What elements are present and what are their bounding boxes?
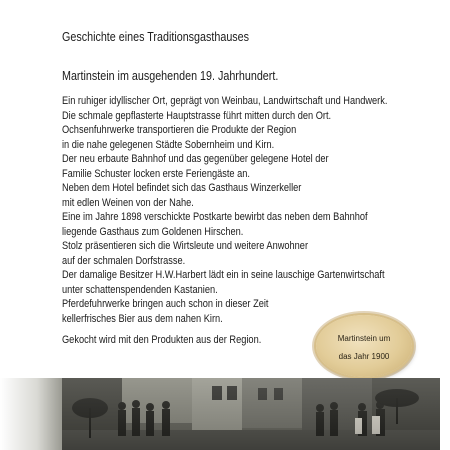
seal-line-1: Martinstein um	[337, 334, 391, 343]
body-line: Ein ruhiger idyllischer Ort, geprägt von Weinbau, Landwirtschaft und Handwerk.	[62, 95, 388, 107]
document-subtitle: Martinstein im ausgehenden 19. Jahrhundert.	[62, 69, 279, 83]
body-line: Die schmale gepflasterte Hauptstrasse führt mitten durch den Ort.	[62, 109, 332, 122]
body-line: Ochsenfuhrwerke transportieren die Produkte der Region	[62, 124, 297, 136]
body-line: Familie Schuster locken erste Feriengäste an.	[62, 167, 250, 180]
vintage-seal	[316, 315, 412, 377]
body-line: unter schattenspendenden Kastanien.	[62, 283, 218, 296]
body-line: liegende Gasthaus zum Goldenen Hirschen.	[62, 225, 244, 238]
body-line: kellerfrisches Bier aus dem nahen Kirn.	[62, 312, 223, 325]
seal-line-2: das Jahr 1900	[338, 352, 390, 361]
body-line: Neben dem Hotel befindet sich das Gasthaus Winzerkeller	[62, 182, 302, 194]
body-line: Pferdefuhrwerke bringen auch schon in dieser Zeit	[62, 298, 269, 310]
closing-line: Gekocht wird mit den Produkten aus der Region.	[62, 334, 262, 346]
body-line: Der neu erbaute Bahnhof und das gegenüber gelegene Hotel der	[62, 153, 329, 165]
body-line: Eine im Jahre 1898 verschickte Postkarte bewirbt das neben dem Bahnhof	[62, 211, 368, 223]
photo-fade	[0, 378, 62, 450]
body-line: in die nahe gelegenen Städte Sobernheim und Kirn.	[62, 138, 275, 151]
historic-street-photo	[62, 378, 440, 450]
body-text	[62, 94, 449, 326]
document-title: Geschichte eines Traditionsgasthauses	[62, 30, 250, 44]
body-line: Stolz präsentieren sich die Wirtsleute und weitere Anwohner	[62, 240, 309, 252]
photo-shade	[62, 378, 440, 450]
body-line: mit edlen Weinen von der Nahe.	[62, 196, 194, 209]
body-line: Der damalige Besitzer H.W.Harbert lädt ein in seine lauschige Gartenwirtschaft	[62, 269, 385, 281]
body-line: auf der schmalen Dorfstrasse.	[62, 254, 186, 267]
